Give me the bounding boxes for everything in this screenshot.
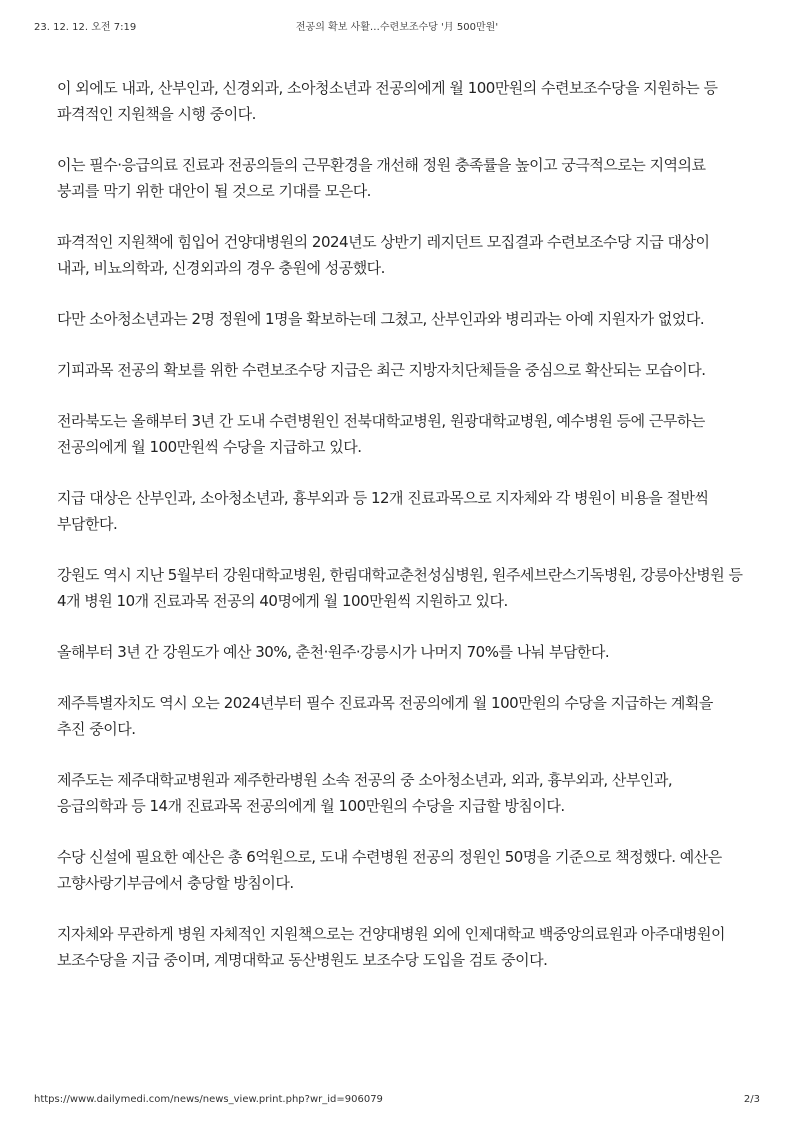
page-number: 2/3 <box>743 1094 760 1105</box>
paragraph: 올해부터 3년 간 강원도가 예산 30%, 춘천·원주·강릉시가 나머지 70%를 나눠 부담한다. <box>57 643 610 661</box>
paragraph: 이는 필수·응급의료 진료과 전공의들의 근무환경을 개선해 정원 충족률을 높이고 궁극적으로는 지역의료 붕괴를 막기 위한 대안이 될 것으로 기대를 모은다. <box>57 156 706 200</box>
paragraph: 지급 대상은 산부인과, 소아청소년과, 흉부외과 등 12개 진료과목으로 지자체와 각 병원이 비용을 절반씩 부담한다. <box>57 489 709 533</box>
print-header <box>34 18 760 34</box>
article-body <box>57 75 743 998</box>
source-url: https://www.dailymedi.com/news/news_view.print.php?wr_id=906079 <box>34 1094 383 1105</box>
print-footer <box>34 1094 760 1110</box>
paragraph: 제주특별자치도 역시 오는 2024년부터 필수 진료과목 전공의에게 월 100만원의 수당을 지급하는 계획을 추진 중이다. <box>57 694 713 738</box>
paragraph: 기피과목 전공의 확보를 위한 수련보조수당 지급은 최근 지방자치단체들을 중심으로 확산되는 모습이다. <box>57 361 706 379</box>
print-title: 전공의 확보 사활…수련보조수당 '月 500만원' <box>295 22 499 33</box>
paragraph: 전라북도는 올해부터 3년 간 도내 수련병원인 전북대학교병원, 원광대학교병원, 예수병원 등에 근무하는 전공의에게 월 100만원씩 수당을 지급하고 있다. <box>57 412 705 456</box>
paragraph: 제주도는 제주대학교병원과 제주한라병원 소속 전공의 중 소아청소년과, 외과, 흉부외과, 산부인과, 응급의학과 등 14개 진료과목 전공의에게 월 100만원의 수당을 지급할 방침이다. <box>57 771 673 815</box>
print-date: 23. 12. 12. 오전 7:19 <box>34 22 137 33</box>
paragraph: 파격적인 지원책에 힘입어 건양대병원의 2024년도 상반기 레지던트 모집결과 수련보조수당 지급 대상이 내과, 비뇨의학과, 신경외과의 경우 충원에 성공했다. <box>57 233 710 277</box>
paragraph: 지자체와 무관하게 병원 자체적인 지원책으로는 건양대병원 외에 인제대학교 백중앙의료원과 아주대병원이 보조수당을 지급 중이며, 계명대학교 동산병원도 보조수당 도입을 검토 중이다. <box>57 925 725 969</box>
paragraph: 수당 신설에 필요한 예산은 총 6억원으로, 도내 수련병원 전공의 정원인 50명을 기준으로 책정했다. 예산은 고향사랑기부금에서 충당할 방침이다. <box>57 848 722 892</box>
paragraph: 다만 소아청소년과는 2명 정원에 1명을 확보하는데 그쳤고, 산부인과와 병리과는 아예 지원자가 없었다. <box>57 310 705 328</box>
paragraph: 강원도 역시 지난 5월부터 강원대학교병원, 한림대학교춘천성심병원, 원주세브란스기독병원, 강릉아산병원 등 4개 병원 10개 진료과목 전공의 40명에게 월 100만원씩 지원하고 있다. <box>57 566 743 610</box>
paragraph: 이 외에도 내과, 산부인과, 신경외과, 소아청소년과 전공의에게 월 100만원의 수련보조수당을 지원하는 등 파격적인 지원책을 시행 중이다. <box>57 79 718 123</box>
